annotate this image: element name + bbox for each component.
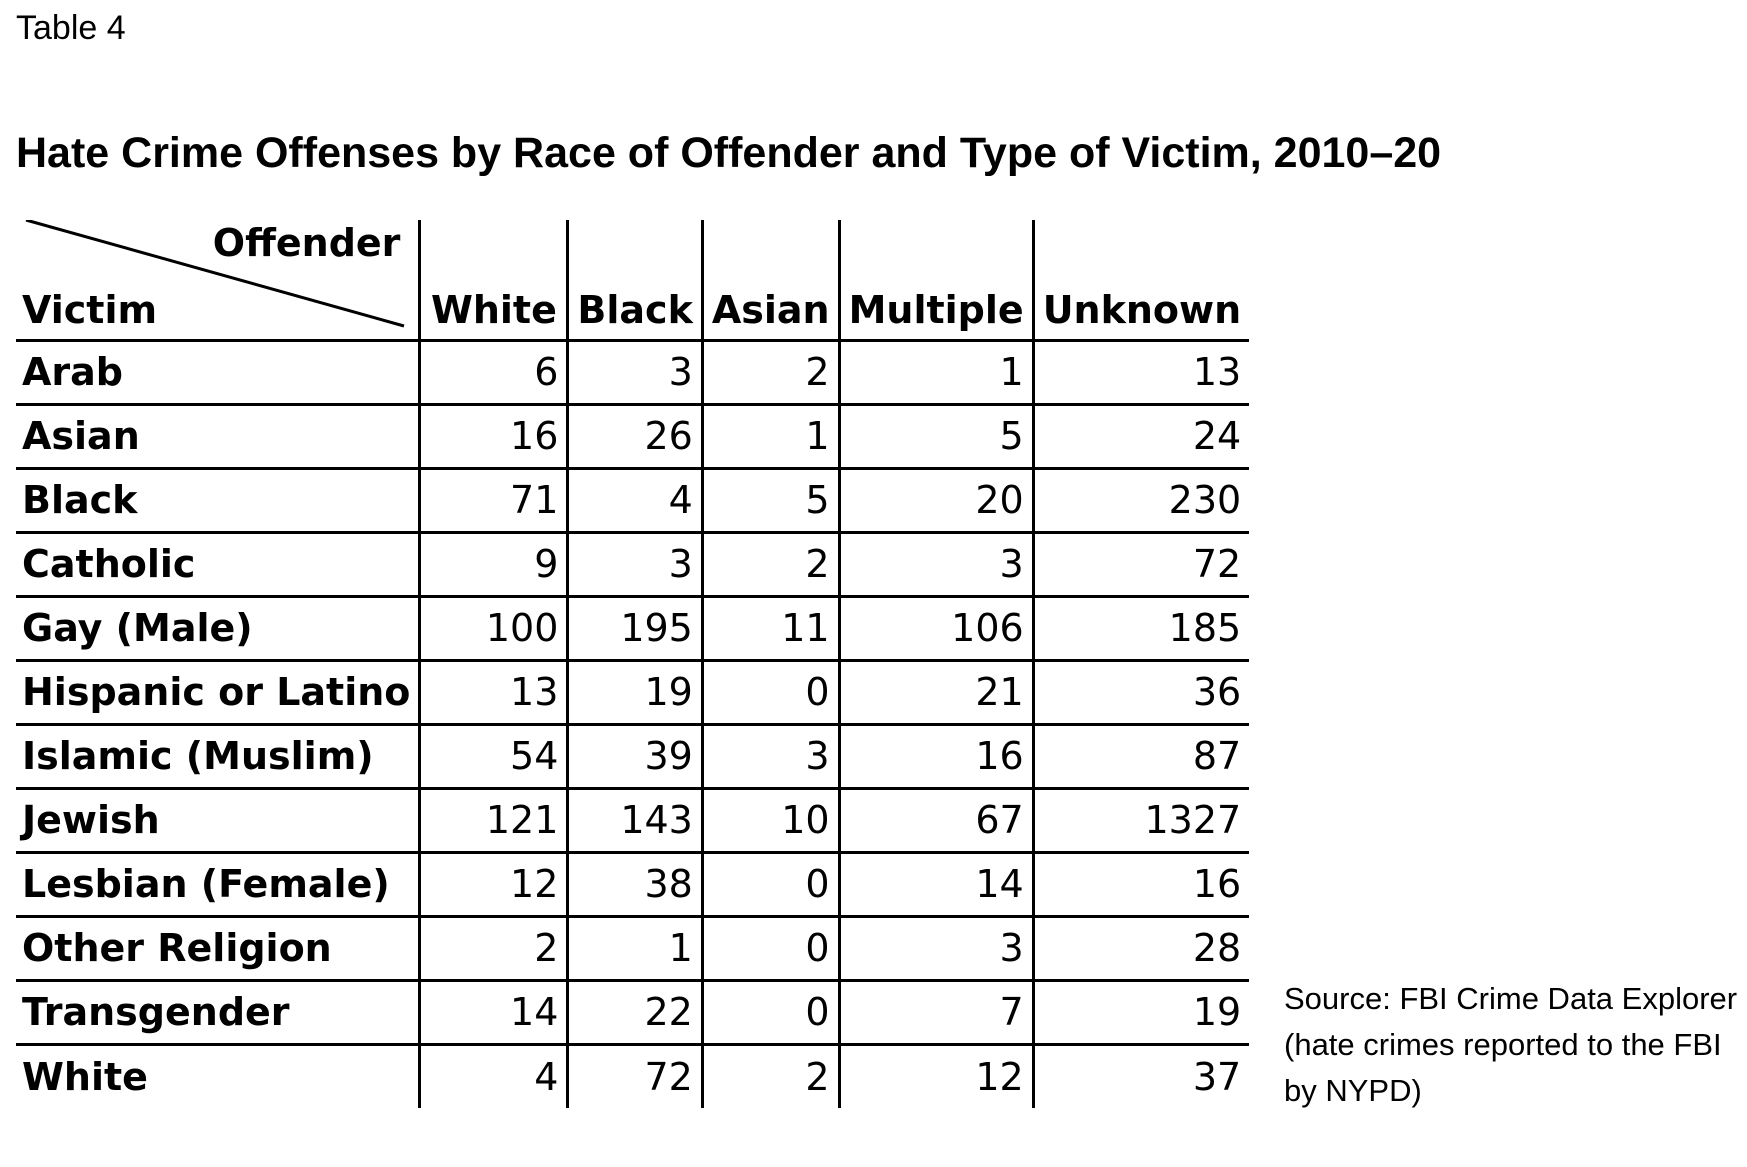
value-cell-multiple: 3 <box>839 916 1033 980</box>
value-cell-black: 195 <box>568 596 702 660</box>
value-cell-white: 100 <box>420 596 568 660</box>
victim-name-cell: Lesbian (Female) <box>22 862 390 906</box>
victim-name-cell: Transgender <box>22 990 290 1034</box>
value-cell-asian: 2 <box>702 340 839 404</box>
source-note: Source: FBI Crime Data Explorer (hate crimes reported to the FBI by NYPD) <box>1284 981 1738 1108</box>
value-cell-unknown: 230 <box>1033 468 1249 532</box>
value-cell-multiple: 20 <box>839 468 1033 532</box>
value-cell-multiple: 67 <box>839 788 1033 852</box>
table-row <box>16 532 1249 596</box>
value-cell-unknown: 24 <box>1033 404 1249 468</box>
value-cell-white: 9 <box>420 532 568 596</box>
value-cell-black: 3 <box>568 340 702 404</box>
value-cell-black: 72 <box>568 1044 702 1108</box>
value-cell-black: 39 <box>568 724 702 788</box>
value-cell-unknown: 87 <box>1033 724 1249 788</box>
value-cell-multiple: 7 <box>839 980 1033 1044</box>
value-cell-black: 4 <box>568 468 702 532</box>
value-cell-unknown: 185 <box>1033 596 1249 660</box>
value-cell-black: 19 <box>568 660 702 724</box>
victim-name-cell: Arab <box>22 350 123 394</box>
value-cell-white: 4 <box>420 1044 568 1108</box>
value-cell-asian: 0 <box>702 660 839 724</box>
value-cell-unknown: 16 <box>1033 852 1249 916</box>
value-cell-asian: 10 <box>702 788 839 852</box>
value-cell-multiple: 16 <box>839 724 1033 788</box>
offender-axis-label: Offender <box>212 221 401 265</box>
table-row <box>16 980 1249 1044</box>
value-cell-multiple: 106 <box>839 596 1033 660</box>
table-number-label: Table 4 <box>16 9 126 47</box>
column-header-unknown: Unknown <box>1033 220 1249 340</box>
value-cell-multiple: 3 <box>839 532 1033 596</box>
value-cell-multiple: 5 <box>839 404 1033 468</box>
value-cell-unknown: 1327 <box>1033 788 1249 852</box>
victim-name-cell: Islamic (Muslim) <box>22 734 374 778</box>
value-cell-unknown: 28 <box>1033 916 1249 980</box>
column-header-asian: Asian <box>702 220 839 340</box>
value-cell-asian: 11 <box>702 596 839 660</box>
value-cell-unknown: 37 <box>1033 1044 1249 1108</box>
value-cell-black: 1 <box>568 916 702 980</box>
value-cell-unknown: 72 <box>1033 532 1249 596</box>
victim-axis-label: Victim <box>22 287 158 332</box>
value-cell-white: 71 <box>420 468 568 532</box>
victim-name-cell: Hispanic or Latino <box>22 670 411 714</box>
table-row <box>16 1044 1249 1108</box>
value-cell-unknown: 13 <box>1033 340 1249 404</box>
table-row <box>16 404 1249 468</box>
value-cell-asian: 0 <box>702 852 839 916</box>
table-row <box>16 724 1249 788</box>
table-row <box>16 340 1249 404</box>
header-row <box>16 220 1249 340</box>
value-cell-white: 121 <box>420 788 568 852</box>
value-cell-white: 13 <box>420 660 568 724</box>
value-cell-black: 3 <box>568 532 702 596</box>
victim-name-cell: Gay (Male) <box>22 606 253 650</box>
column-header-multiple: Multiple <box>839 220 1033 340</box>
value-cell-multiple: 14 <box>839 852 1033 916</box>
value-cell-black: 38 <box>568 852 702 916</box>
value-cell-asian: 5 <box>702 468 839 532</box>
value-cell-asian: 2 <box>702 532 839 596</box>
value-cell-white: 54 <box>420 724 568 788</box>
value-cell-white: 6 <box>420 340 568 404</box>
table-row <box>16 468 1249 532</box>
value-cell-black: 26 <box>568 404 702 468</box>
victim-name-cell: Jewish <box>22 798 160 842</box>
column-header-white: White <box>420 220 568 340</box>
value-cell-asian: 0 <box>702 980 839 1044</box>
victim-name-cell: Catholic <box>22 542 196 586</box>
value-cell-black: 143 <box>568 788 702 852</box>
table-row <box>16 788 1249 852</box>
value-cell-white: 14 <box>420 980 568 1044</box>
value-cell-black: 22 <box>568 980 702 1044</box>
value-cell-white: 12 <box>420 852 568 916</box>
victim-name-cell: Other Religion <box>22 926 332 970</box>
value-cell-asian: 1 <box>702 404 839 468</box>
table-title: Hate Crime Offenses by Race of Offender and Type of Victim, 2010–20 <box>16 129 1442 177</box>
table-row <box>16 852 1249 916</box>
value-cell-white: 2 <box>420 916 568 980</box>
value-cell-asian: 3 <box>702 724 839 788</box>
column-header-black: Black <box>568 220 702 340</box>
value-cell-unknown: 19 <box>1033 980 1249 1044</box>
table-row <box>16 596 1249 660</box>
corner-header-cell <box>16 220 420 340</box>
value-cell-asian: 0 <box>702 916 839 980</box>
value-cell-multiple: 21 <box>839 660 1033 724</box>
value-cell-multiple: 12 <box>839 1044 1033 1108</box>
value-cell-multiple: 1 <box>839 340 1033 404</box>
value-cell-asian: 2 <box>702 1044 839 1108</box>
table-row <box>16 916 1249 980</box>
victim-name-cell: Asian <box>22 414 140 458</box>
table-body <box>16 340 1249 1108</box>
table-row <box>16 660 1249 724</box>
victim-name-cell: White <box>22 1054 148 1099</box>
hate-crime-table <box>16 220 1249 1108</box>
value-cell-unknown: 36 <box>1033 660 1249 724</box>
value-cell-white: 16 <box>420 404 568 468</box>
victim-name-cell: Black <box>22 478 138 522</box>
